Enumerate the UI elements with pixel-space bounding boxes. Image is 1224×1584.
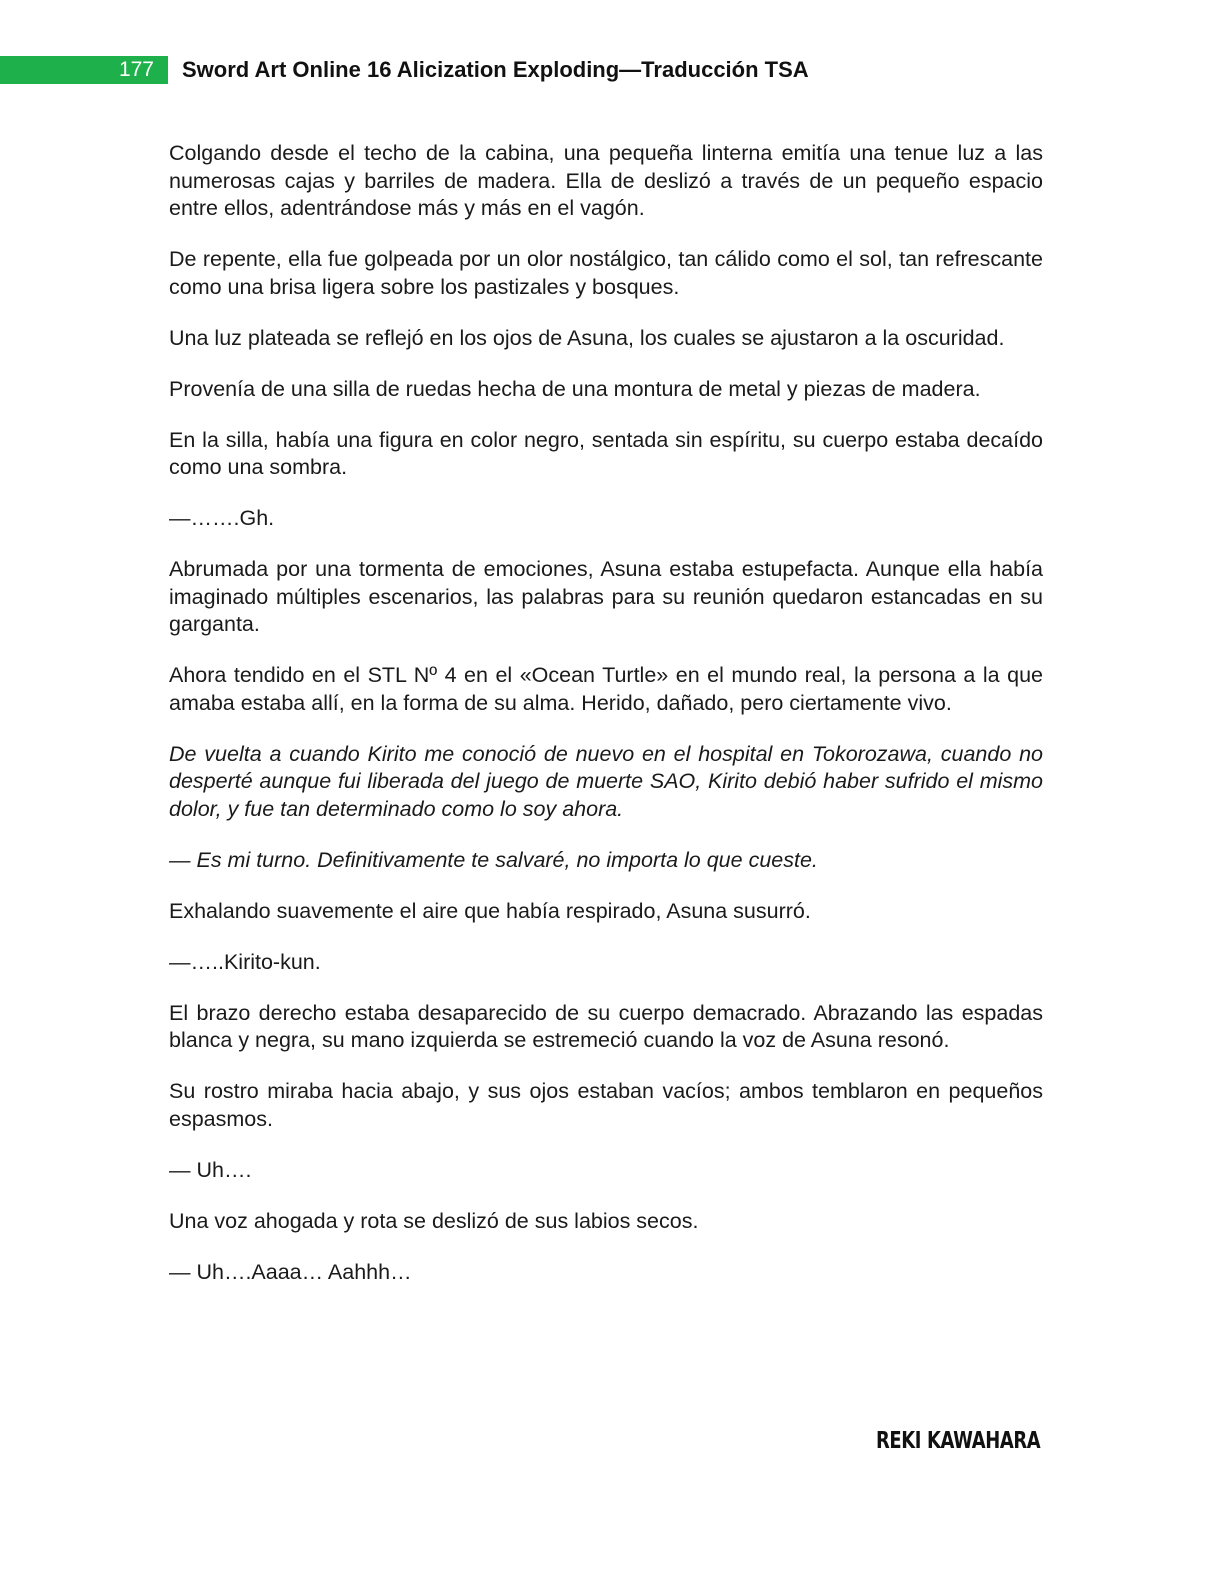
paragraph: En la silla, había una figura en color negro, sentada sin espíritu, su cuerpo estaba decaído como una sombra. <box>169 427 1043 479</box>
dialogue-line: — Uh….Aaaa… Aahhh… <box>169 1259 412 1284</box>
dialogue-line: —…….Gh. <box>169 506 275 530</box>
paragraph: Exhalando suavemente el aire que había respirado, Asuna susurró. <box>169 898 811 923</box>
paragraph: Colgando desde el techo de la cabina, una pequeña linterna emitía una tenue luz a las numerosas cajas y barriles de madera. Ella de deslizó a través de un pequeño espacio entre ellos, adentrándose más y más en el vagón. <box>169 141 1043 220</box>
page-number: 177 <box>0 56 168 84</box>
paragraph: Abrumada por una tormenta de emociones, Asuna estaba estupefacta. Aunque ella había imaginado múltiples escenarios, las palabras para su reunión quedaron estancadas en su garganta. <box>169 557 1043 636</box>
paragraph: Una luz plateada se reflejó en los ojos de Asuna, los cuales se ajustaron a la oscuridad. <box>169 325 1005 350</box>
inner-thought-line: — Es mi turno. Definitivamente te salvaré, no importa lo que cueste. <box>169 847 818 872</box>
paragraph: Ahora tendido en el STL Nº 4 en el «Ocean Turtle» en el mundo real, la persona a la que amaba estaba allí, en la forma de su alma. Herido, dañado, pero ciertamente vivo. <box>169 663 1043 715</box>
inner-thought-paragraph: De vuelta a cuando Kirito me conoció de nuevo en el hospital en Tokorozawa, cuando no desperté aunque fui liberada del juego de muerte SAO, Kirito debió haber sufrido el mismo dolor, y fue tan determinado como lo soy ahora. <box>169 741 1043 821</box>
dialogue-line: — Uh…. <box>169 1157 252 1182</box>
body-text <box>169 140 1043 1310</box>
dialogue-line: —…..Kirito-kun. <box>169 949 321 974</box>
paragraph: El brazo derecho estaba desaparecido de su cuerpo demacrado. Abrazando las espadas blanca y negra, su mano izquierda se estremeció cuando la voz de Asuna resonó. <box>169 1000 1043 1052</box>
paragraph: Provenía de una silla de ruedas hecha de una montura de metal y piezas de madera. <box>169 376 981 401</box>
page-header <box>0 56 1224 84</box>
author-signature: REKI KAWAHARA <box>876 1428 1041 1454</box>
paragraph: Una voz ahogada y rota se deslizó de sus labios secos. <box>169 1208 699 1233</box>
paragraph: Su rostro miraba hacia abajo, y sus ojos estaban vacíos; ambos temblaron en pequeños espasmos. <box>169 1079 1043 1131</box>
paragraph: De repente, ella fue golpeada por un olor nostálgico, tan cálido como el sol, tan refrescante como una brisa ligera sobre los pastizales y bosques. <box>169 247 1043 299</box>
book-title: Sword Art Online 16 Alicization Exploding—Traducción TSA <box>182 57 809 82</box>
